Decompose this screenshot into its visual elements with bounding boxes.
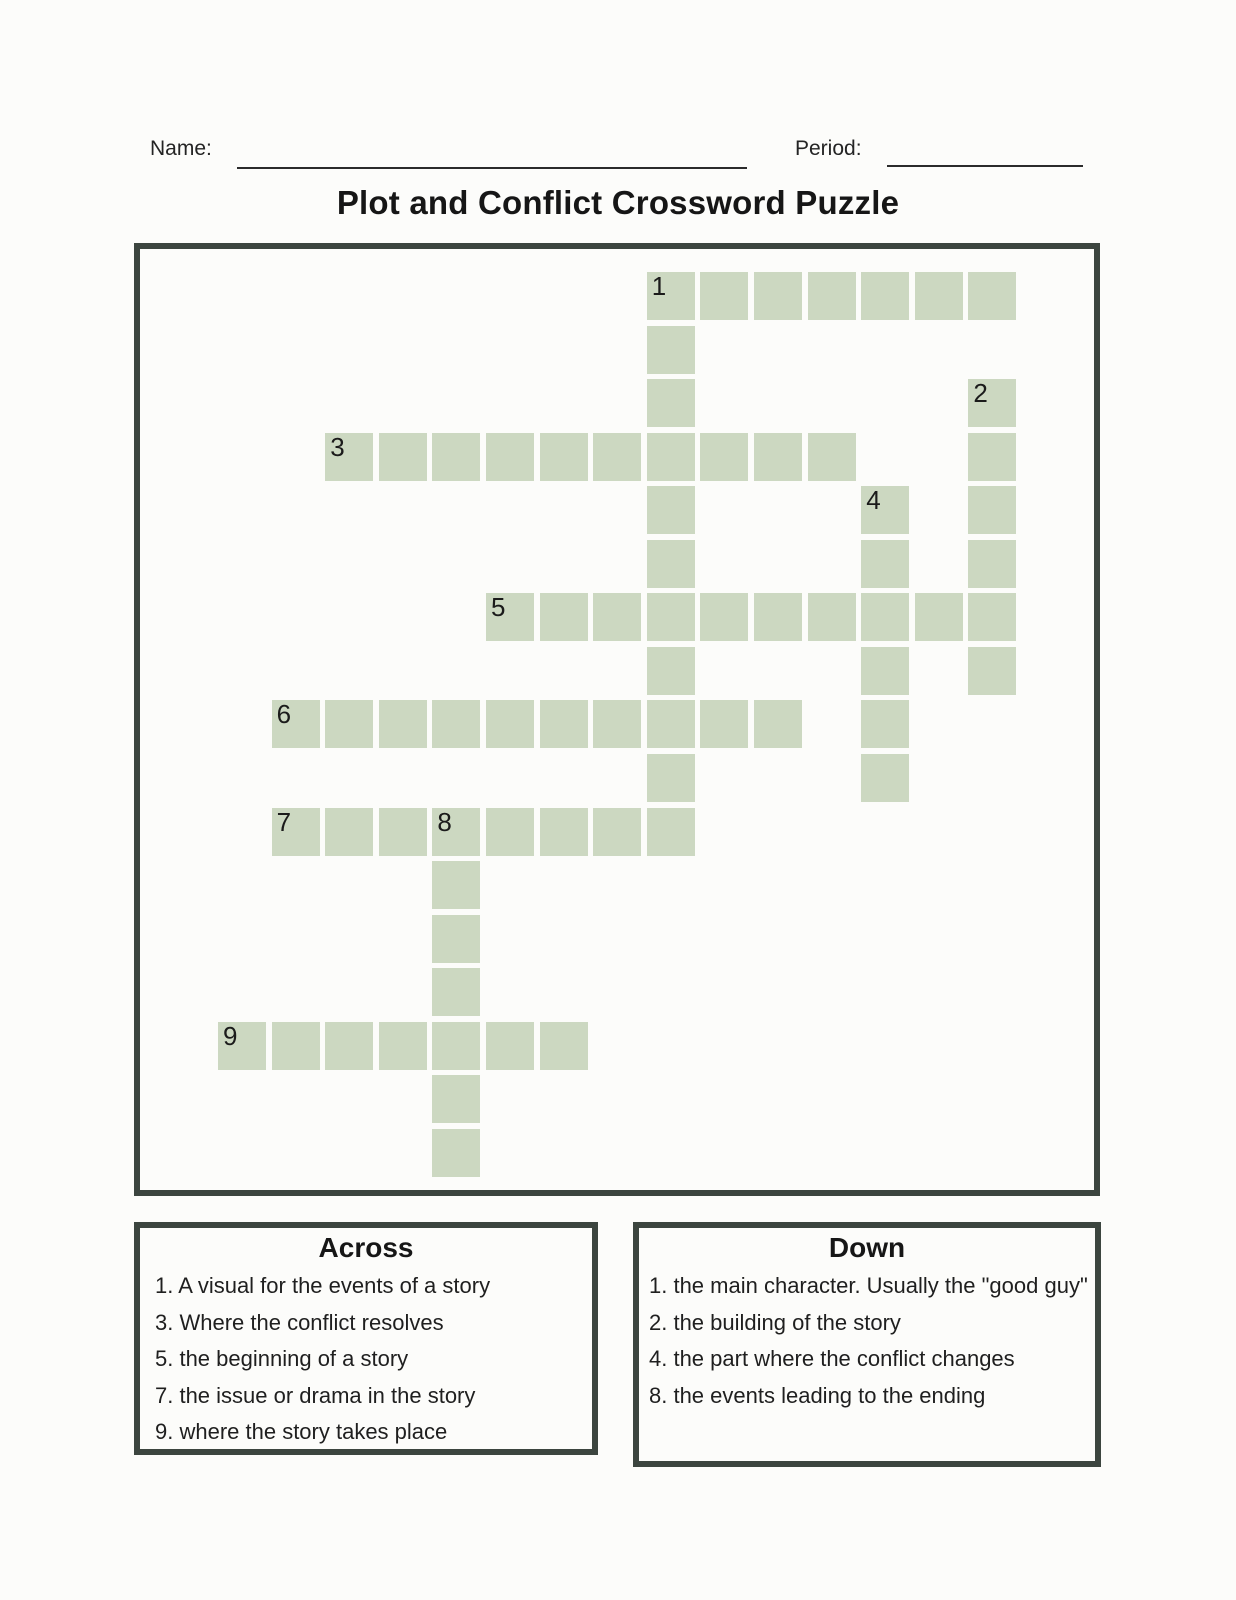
crossword-cell[interactable] bbox=[968, 272, 1016, 320]
clue-item: 2. the building of the story bbox=[649, 1309, 901, 1335]
cell-number: 2 bbox=[973, 378, 988, 409]
crossword-cell[interactable] bbox=[647, 379, 695, 427]
name-blank-line[interactable] bbox=[237, 167, 747, 169]
cell-number: 3 bbox=[330, 431, 345, 462]
crossword-cell[interactable] bbox=[647, 808, 695, 856]
clue-item: 4. the part where the conflict changes bbox=[649, 1346, 1015, 1372]
crossword-cell[interactable] bbox=[325, 1022, 373, 1070]
crossword-cell[interactable] bbox=[540, 593, 588, 641]
crossword-cell[interactable] bbox=[647, 326, 695, 374]
crossword-cell[interactable] bbox=[325, 808, 373, 856]
crossword-cell[interactable] bbox=[432, 1129, 480, 1177]
clue-item: 5. the beginning of a story bbox=[155, 1346, 409, 1372]
clue-item: 1. A visual for the events of a story bbox=[155, 1273, 491, 1298]
clue-item: 8. the events leading to the ending bbox=[649, 1382, 986, 1408]
name-label: Name: bbox=[150, 137, 212, 160]
across-clues-title: Across bbox=[318, 1232, 414, 1263]
across-clues-list bbox=[140, 1266, 592, 1451]
crossword-cell[interactable] bbox=[968, 433, 1016, 481]
period-blank-line[interactable] bbox=[887, 165, 1083, 167]
crossword-cell[interactable] bbox=[272, 700, 320, 748]
crossword-cell[interactable] bbox=[379, 808, 427, 856]
crossword-cell[interactable] bbox=[432, 700, 480, 748]
crossword-cell[interactable] bbox=[647, 540, 695, 588]
crossword-cell[interactable] bbox=[540, 433, 588, 481]
crossword-cell[interactable] bbox=[218, 1022, 266, 1070]
crossword-cell[interactable] bbox=[486, 700, 534, 748]
cell-number: 4 bbox=[866, 485, 881, 516]
crossword-cell[interactable] bbox=[861, 272, 909, 320]
crossword-cell[interactable] bbox=[700, 272, 748, 320]
clue-item: 3. Where the conflict resolves bbox=[155, 1309, 444, 1335]
crossword-cell[interactable] bbox=[754, 272, 802, 320]
crossword-cell[interactable] bbox=[700, 593, 748, 641]
crossword-cell[interactable] bbox=[968, 486, 1016, 534]
crossword-cell[interactable] bbox=[754, 433, 802, 481]
crossword-cell[interactable] bbox=[432, 968, 480, 1016]
crossword-cell[interactable] bbox=[486, 593, 534, 641]
clue-item: 1. the main character. Usually the "good guy" bbox=[649, 1273, 1088, 1298]
crossword-cell[interactable] bbox=[647, 754, 695, 802]
cell-number: 6 bbox=[276, 699, 292, 730]
crossword-grid bbox=[134, 243, 1100, 1196]
crossword-cell[interactable] bbox=[861, 593, 909, 641]
crossword-cell[interactable] bbox=[432, 861, 480, 909]
crossword-cell[interactable] bbox=[432, 1022, 480, 1070]
crossword-cell[interactable] bbox=[700, 700, 748, 748]
crossword-cell[interactable] bbox=[647, 486, 695, 534]
crossword-cell[interactable] bbox=[754, 593, 802, 641]
crossword-cell[interactable] bbox=[379, 700, 427, 748]
crossword-cell[interactable] bbox=[861, 540, 909, 588]
crossword-cell[interactable] bbox=[540, 808, 588, 856]
crossword-cell[interactable] bbox=[272, 1022, 320, 1070]
crossword-cell[interactable] bbox=[432, 808, 480, 856]
crossword-cell[interactable] bbox=[915, 593, 963, 641]
across-clues-box bbox=[134, 1222, 598, 1455]
crossword-cell[interactable] bbox=[915, 272, 963, 320]
crossword-cell[interactable] bbox=[540, 1022, 588, 1070]
crossword-cell[interactable] bbox=[754, 700, 802, 748]
period-label: Period: bbox=[795, 137, 862, 160]
cell-number: 1 bbox=[651, 271, 667, 301]
crossword-cell[interactable] bbox=[432, 433, 480, 481]
crossword-cell[interactable] bbox=[272, 808, 320, 856]
cell-number: 5 bbox=[491, 592, 506, 623]
crossword-cell[interactable] bbox=[325, 433, 373, 481]
crossword-cell[interactable] bbox=[808, 593, 856, 641]
crossword-cell[interactable] bbox=[593, 700, 641, 748]
crossword-cell[interactable] bbox=[700, 433, 748, 481]
cell-number: 9 bbox=[223, 1020, 238, 1051]
crossword-cell[interactable] bbox=[861, 700, 909, 748]
crossword-cell[interactable] bbox=[432, 915, 480, 963]
down-clues-box bbox=[633, 1222, 1101, 1467]
crossword-cell[interactable] bbox=[861, 647, 909, 695]
crossword-cell[interactable] bbox=[861, 486, 909, 534]
crossword-cell[interactable] bbox=[647, 593, 695, 641]
down-clues-title: Down bbox=[828, 1232, 906, 1263]
page-title: Plot and Conflict Crossword Puzzle bbox=[336, 184, 900, 221]
clue-item: 9. where the story takes place bbox=[155, 1419, 448, 1445]
crossword-cell[interactable] bbox=[593, 433, 641, 481]
crossword-cell[interactable] bbox=[593, 808, 641, 856]
crossword-cell[interactable] bbox=[968, 647, 1016, 695]
crossword-cell[interactable] bbox=[486, 808, 534, 856]
crossword-cell[interactable] bbox=[808, 433, 856, 481]
down-clues-list bbox=[639, 1266, 1095, 1414]
cell-number: 7 bbox=[276, 806, 292, 837]
crossword-cell[interactable] bbox=[647, 433, 695, 481]
crossword-cell[interactable] bbox=[325, 700, 373, 748]
crossword-cell[interactable] bbox=[968, 593, 1016, 641]
crossword-cell[interactable] bbox=[432, 1075, 480, 1123]
crossword-cell[interactable] bbox=[968, 540, 1016, 588]
crossword-cell[interactable] bbox=[647, 272, 695, 320]
crossword-cell[interactable] bbox=[379, 1022, 427, 1070]
cell-number: 8 bbox=[437, 806, 452, 837]
clue-item: 7. the issue or drama in the story bbox=[155, 1382, 476, 1408]
crossword-cell[interactable] bbox=[647, 700, 695, 748]
crossword-cell[interactable] bbox=[379, 433, 427, 481]
crossword-cell[interactable] bbox=[486, 1022, 534, 1070]
crossword-cell[interactable] bbox=[647, 647, 695, 695]
crossword-cell[interactable] bbox=[861, 754, 909, 802]
crossword-cell[interactable] bbox=[540, 700, 588, 748]
crossword-cell[interactable] bbox=[808, 272, 856, 320]
crossword-cell[interactable] bbox=[486, 433, 534, 481]
crossword-cell[interactable] bbox=[968, 379, 1016, 427]
crossword-cell[interactable] bbox=[593, 593, 641, 641]
